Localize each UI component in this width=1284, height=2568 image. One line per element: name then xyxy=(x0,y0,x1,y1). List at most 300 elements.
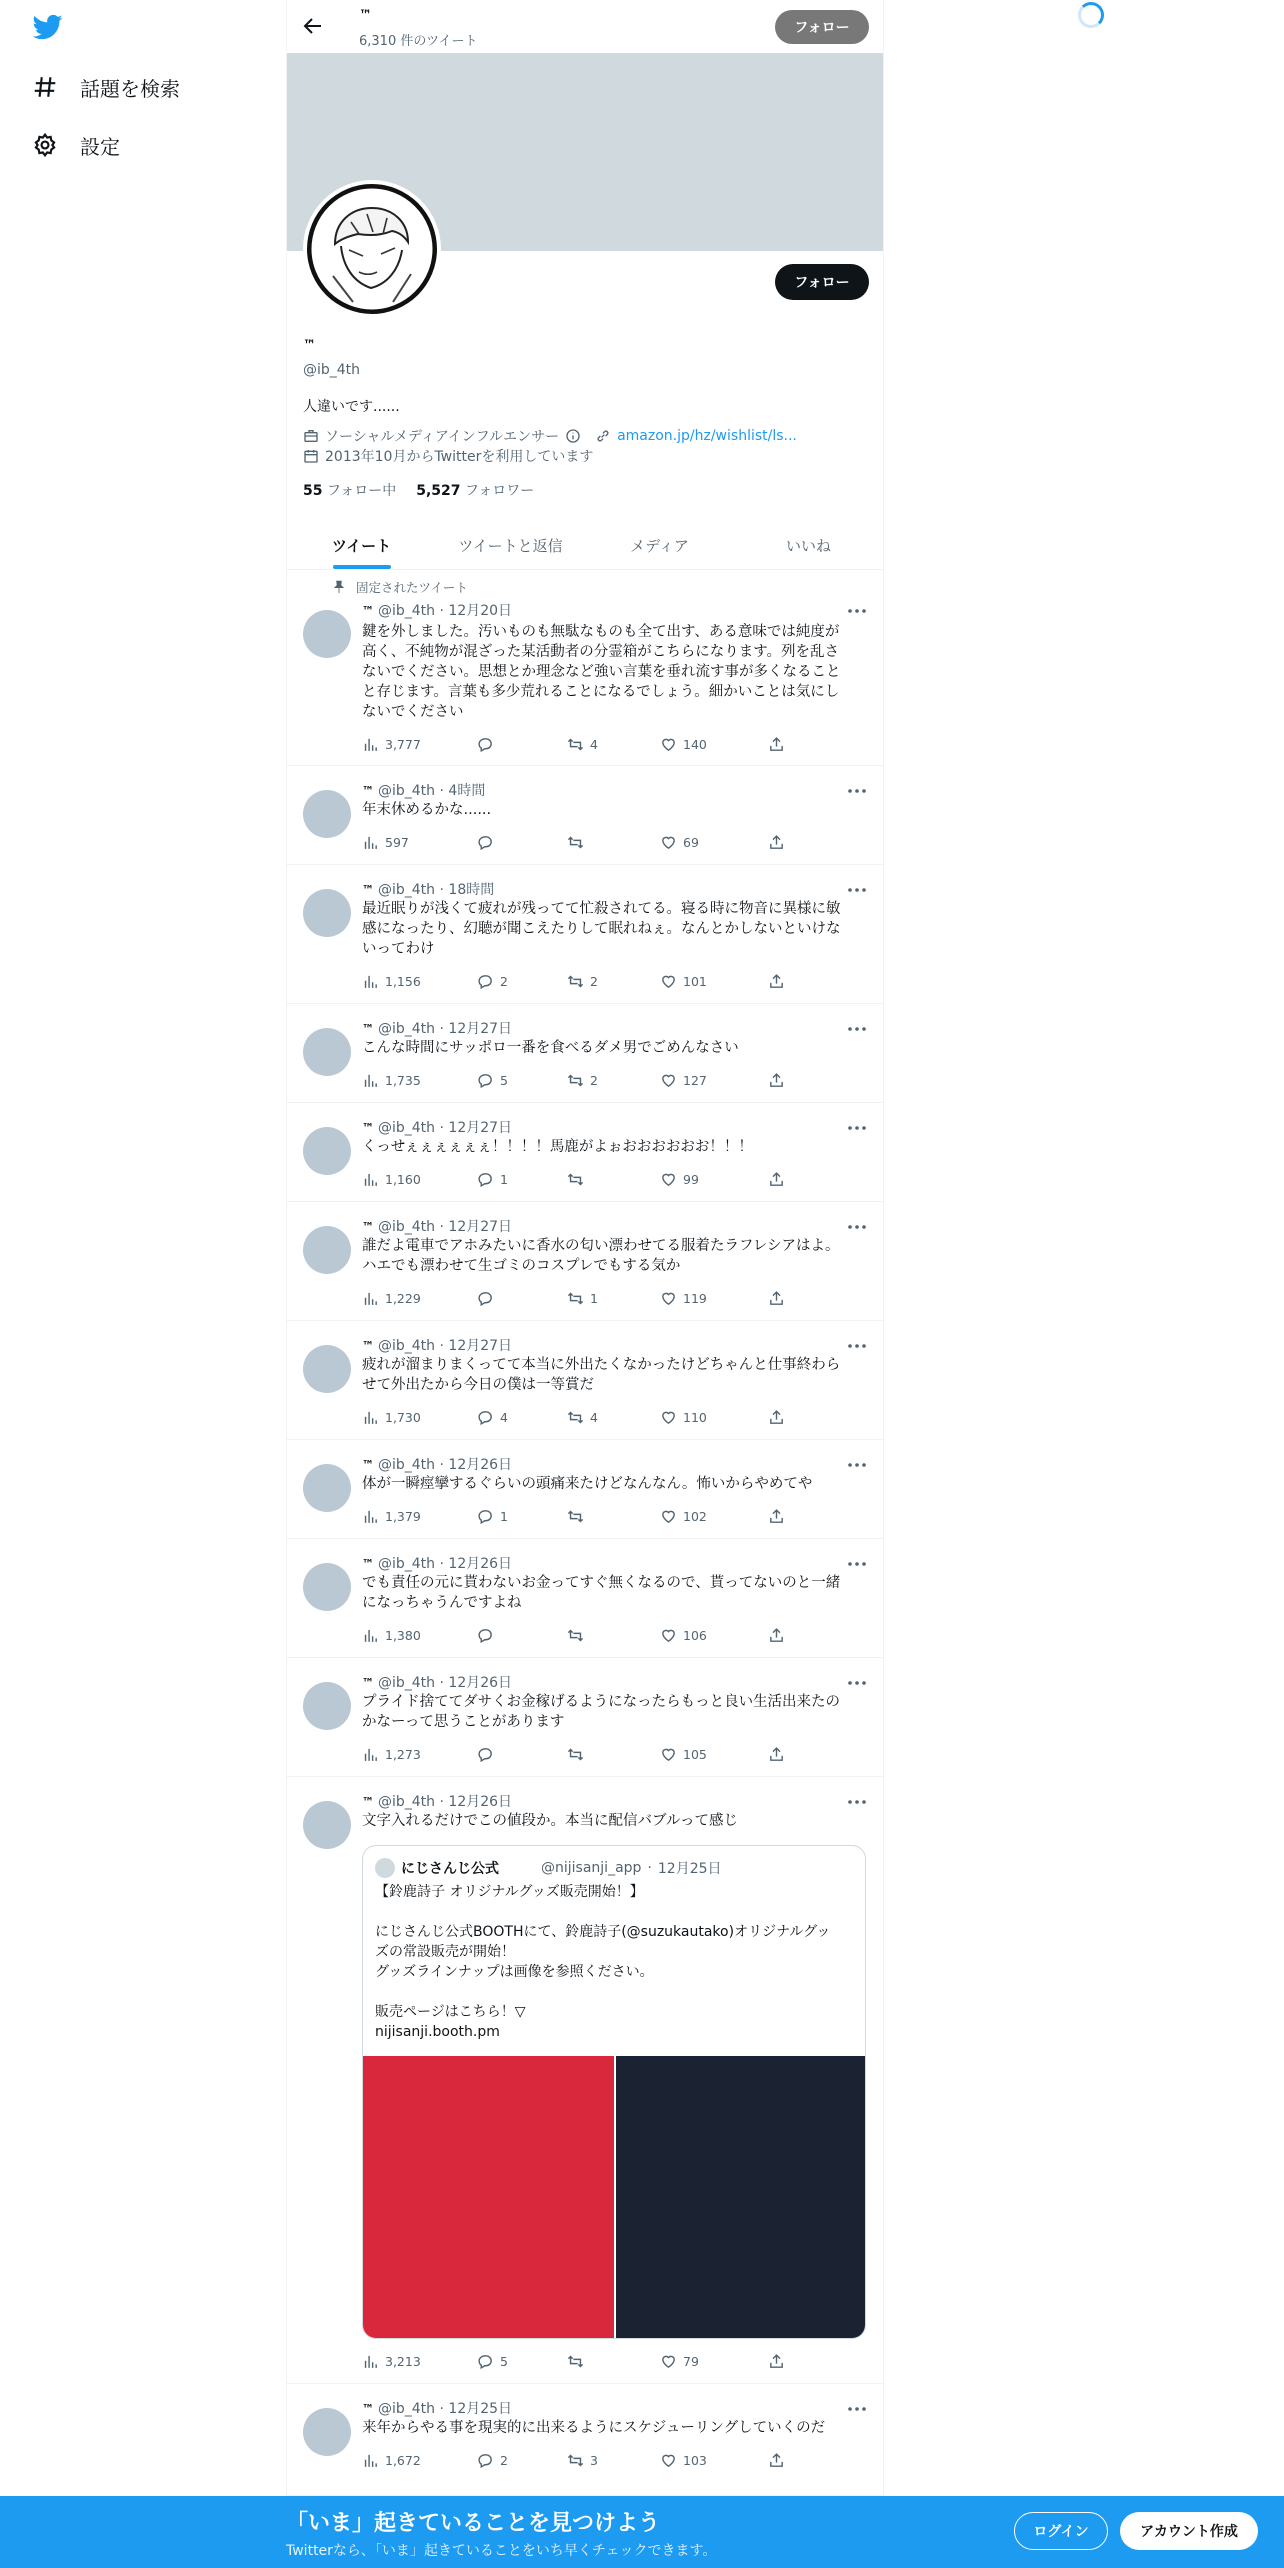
views-count: 1,273 xyxy=(385,1746,421,1762)
profile-header-bar xyxy=(287,0,883,52)
reply-icon xyxy=(477,1627,494,1644)
retweet-button[interactable] xyxy=(567,1506,590,1526)
tweet-time[interactable]: 12月25日 xyxy=(448,2401,513,2417)
like-count: 127 xyxy=(683,1072,707,1088)
nav-settings[interactable] xyxy=(32,125,120,165)
tweet-time[interactable]: 12月27日 xyxy=(448,1120,513,1136)
reply-icon xyxy=(477,1409,494,1426)
tweet-author-name[interactable]: ™ xyxy=(362,1458,374,1472)
like-button[interactable] xyxy=(660,2351,699,2371)
retweet-button[interactable] xyxy=(567,1288,598,1308)
reply-count: 1 xyxy=(500,1508,508,1524)
tab-likes[interactable]: いいね xyxy=(785,537,831,555)
like-count: 119 xyxy=(683,1290,707,1306)
tweet[interactable] xyxy=(287,1202,883,1321)
retweet-button[interactable] xyxy=(567,1407,598,1427)
tweet-author-name[interactable]: ™ xyxy=(362,1339,374,1353)
reply-icon xyxy=(477,1746,494,1763)
signup-prompt-title: 「いま」起きていることを見つけよう xyxy=(286,2511,661,2536)
tweet-header: ™ @ib_4th · 12月27日 xyxy=(362,1219,513,1235)
share-button[interactable] xyxy=(768,1070,785,1090)
like-count: 103 xyxy=(683,2452,707,2468)
heart-icon xyxy=(660,1290,677,1307)
views-count: 1,735 xyxy=(385,1072,421,1088)
share-button[interactable] xyxy=(768,1625,785,1645)
tweet-author-handle[interactable]: @ib_4th xyxy=(378,1120,436,1136)
tweet-author-handle[interactable]: @ib_4th xyxy=(378,1675,436,1691)
tweet-avatar[interactable] xyxy=(303,1563,351,1611)
tweet[interactable] xyxy=(287,1004,883,1103)
tweet-header: ™ @ib_4th · 12月27日 xyxy=(362,1338,513,1354)
tweet-text: 誰だよ電車でアホみたいに香水の匂い漂わせてる服着たラフレシアはよ。 ハエでも漂わせて生ゴミのコスプレでもする気か xyxy=(362,1238,840,1274)
twitter-logo-icon[interactable] xyxy=(32,12,64,42)
tweet-actions xyxy=(362,1744,792,1764)
tweet-author-name[interactable]: ™ xyxy=(362,1795,374,1809)
reply-count: 1 xyxy=(500,1171,508,1187)
more-options-icon[interactable] xyxy=(847,1460,867,1470)
more-options-icon[interactable] xyxy=(847,606,867,616)
views-icon xyxy=(362,1627,379,1644)
header-profile-name: ™ xyxy=(359,8,372,23)
like-button[interactable] xyxy=(660,1407,707,1427)
reply-button[interactable] xyxy=(477,2450,508,2470)
views-icon xyxy=(362,834,379,851)
retweet-icon xyxy=(567,2353,584,2370)
tweet-actions xyxy=(362,832,792,852)
like-button[interactable] xyxy=(660,1506,707,1526)
retweet-icon xyxy=(567,1409,584,1426)
views-button[interactable] xyxy=(362,1070,421,1090)
tweet-text: 最近眠りが浅くて疲れが残ってて忙殺されてる。寝る時に物音に異様に敏 感になったり、幻聴が聞こえたりして眠れねぇ。なんとかしないといけな いってわけ xyxy=(362,901,841,957)
tweet-time[interactable]: 12月26日 xyxy=(448,1675,513,1691)
profile-handle: @ib_4th xyxy=(303,362,361,378)
tweet[interactable] xyxy=(287,1658,883,1777)
profile-bio: 人違いです...... xyxy=(303,399,400,415)
tweet-author-handle[interactable]: @ib_4th xyxy=(378,1021,436,1037)
reply-count: 2 xyxy=(500,973,508,989)
calendar-icon xyxy=(303,448,319,464)
views-icon xyxy=(362,1072,379,1089)
like-count: 106 xyxy=(683,1627,707,1643)
views-icon xyxy=(362,2452,379,2469)
tweet-time[interactable]: 12月27日 xyxy=(448,1338,513,1354)
more-options-icon[interactable] xyxy=(847,1222,867,1232)
tweet-text: くっせぇぇぇぇぇぇ！！！！馬鹿がよぉおおおおおお！！！ xyxy=(362,1139,753,1155)
heart-icon xyxy=(660,1072,677,1089)
like-button[interactable] xyxy=(660,734,707,754)
heart-icon xyxy=(660,834,677,851)
tweet-author-handle[interactable]: @ib_4th xyxy=(378,783,436,799)
like-button[interactable] xyxy=(660,2450,707,2470)
views-count: 1,229 xyxy=(385,1290,421,1306)
share-icon xyxy=(768,1409,785,1426)
heart-icon xyxy=(660,973,677,990)
tweet[interactable] xyxy=(287,1103,883,1202)
tweet-actions xyxy=(362,1625,792,1645)
retweet-icon xyxy=(567,1746,584,1763)
tweet-time[interactable]: 12月27日 xyxy=(448,1021,513,1037)
tweet-header: ™ @ib_4th · 12月20日 xyxy=(362,603,513,619)
tweet-text: こんな時間にサッポロ一番を食べるダメ男でごめんなさい xyxy=(362,1040,739,1056)
tweet-header: ™ @ib_4th · 12月26日 xyxy=(362,1556,513,1572)
retweet-count: 1 xyxy=(590,1290,598,1306)
followers-label: フォロワー xyxy=(465,483,535,499)
tweet-author-name[interactable]: ™ xyxy=(362,1557,374,1571)
tweet-header: ™ @ib_4th · 12月25日 xyxy=(362,2401,513,2417)
more-options-icon[interactable] xyxy=(847,1123,867,1133)
views-icon xyxy=(362,1746,379,1763)
tweet-author-handle[interactable]: @ib_4th xyxy=(378,1457,436,1473)
reply-button[interactable] xyxy=(477,2351,508,2371)
share-icon xyxy=(768,973,785,990)
share-button[interactable] xyxy=(768,1407,785,1427)
quoted-image-left[interactable] xyxy=(363,2056,614,2338)
tweet-avatar[interactable] xyxy=(303,1226,351,1274)
like-count: 69 xyxy=(683,834,699,850)
reply-icon xyxy=(477,834,494,851)
retweet-button[interactable] xyxy=(567,1070,598,1090)
followers-stat[interactable] xyxy=(416,480,534,500)
tweet-author-name[interactable]: ™ xyxy=(362,604,374,618)
profile-avatar[interactable] xyxy=(303,180,441,318)
tweet-author-handle[interactable]: @ib_4th xyxy=(378,603,436,619)
share-button[interactable] xyxy=(768,1744,785,1764)
views-icon xyxy=(362,1409,379,1426)
gear-icon xyxy=(32,132,58,158)
tweet[interactable] xyxy=(287,572,883,766)
tweet-author-handle[interactable]: @ib_4th xyxy=(378,2401,436,2417)
more-options-icon[interactable] xyxy=(847,885,867,895)
reply-button[interactable] xyxy=(477,832,500,852)
share-icon xyxy=(768,2452,785,2469)
nav-explore[interactable] xyxy=(32,67,180,107)
tweet-text: 鍵を外しました。汚いものも無駄なものも全て出す、ある意味では純度が 高く、不純物が混ざった某活動者の分霊箱がこちらになります。列を乱さ ないでください。思想とか理念など強い言葉を垂れ流す事が多くなること と存じます。言葉も多少荒れることになるでしょう。細かいことは気にし ないでください xyxy=(362,624,841,720)
tweet-time[interactable]: 12月26日 xyxy=(448,1794,513,1810)
tweet-actions xyxy=(362,971,792,991)
tweet-header: ™ @ib_4th · 12月27日 xyxy=(362,1120,513,1136)
like-button[interactable] xyxy=(660,971,707,991)
following-stat[interactable] xyxy=(303,480,396,500)
retweet-icon xyxy=(567,1508,584,1525)
reply-button[interactable] xyxy=(477,971,508,991)
tweet-avatar[interactable] xyxy=(303,790,351,838)
tweet-avatar[interactable] xyxy=(303,1028,351,1076)
header-follow-button[interactable]: フォロー xyxy=(775,10,869,44)
share-button[interactable] xyxy=(768,1506,785,1526)
create-account-button[interactable]: アカウント作成 xyxy=(1120,2512,1258,2550)
tweet-header: ™ @ib_4th · 4時間 xyxy=(362,783,486,799)
tab-tweets[interactable]: ツイート xyxy=(287,522,436,569)
more-options-icon[interactable] xyxy=(847,1678,867,1688)
share-icon xyxy=(768,2353,785,2370)
reply-button[interactable] xyxy=(477,1070,508,1090)
tweet-actions xyxy=(362,734,792,754)
more-options-icon[interactable] xyxy=(847,1024,867,1034)
views-button[interactable] xyxy=(362,1744,421,1764)
reply-button[interactable] xyxy=(477,1169,508,1189)
heart-icon xyxy=(660,1171,677,1188)
info-icon[interactable] xyxy=(565,428,581,444)
tweet-text: 年末休めるかな...... xyxy=(362,802,492,818)
reply-button[interactable] xyxy=(477,734,500,754)
views-button[interactable] xyxy=(362,1625,421,1645)
retweet-icon xyxy=(567,834,584,851)
tweet-avatar[interactable] xyxy=(303,610,351,658)
profile-url-link[interactable]: amazon.jp/hz/wishlist/ls... xyxy=(617,428,797,444)
tweet-time[interactable]: 4時間 xyxy=(448,783,486,799)
views-button[interactable] xyxy=(362,1288,421,1308)
tweet-avatar[interactable] xyxy=(303,2408,351,2456)
more-options-icon[interactable] xyxy=(847,786,867,796)
views-count: 1,380 xyxy=(385,1627,421,1643)
tweet[interactable] xyxy=(287,1539,883,1658)
views-count: 3,777 xyxy=(385,736,421,752)
share-icon xyxy=(768,1627,785,1644)
retweet-icon xyxy=(567,2452,584,2469)
like-button[interactable] xyxy=(660,832,699,852)
tweet-actions xyxy=(362,1288,792,1308)
tweet-avatar[interactable] xyxy=(303,1682,351,1730)
views-button[interactable] xyxy=(362,971,421,991)
quoted-separator: · xyxy=(647,1860,652,1876)
reply-button[interactable] xyxy=(477,1288,500,1308)
share-icon xyxy=(768,736,785,753)
tweet-author-name[interactable]: ™ xyxy=(362,883,374,897)
heart-icon xyxy=(660,2452,677,2469)
tweet-text: 来年からやる事を現実的に出来るようにスケジューリングしていくのだ xyxy=(362,2420,826,2436)
retweet-button[interactable] xyxy=(567,1169,590,1189)
tweet[interactable] xyxy=(287,1777,883,2384)
tweet-actions xyxy=(362,2351,792,2371)
views-count: 1,160 xyxy=(385,1171,421,1187)
retweet-icon xyxy=(567,1290,584,1307)
tweet-time[interactable]: 12月20日 xyxy=(448,603,513,619)
reply-count: 4 xyxy=(500,1409,508,1425)
nav-settings-label: 設定 xyxy=(80,134,120,159)
views-button[interactable] xyxy=(362,734,421,754)
follow-button[interactable]: フォロー xyxy=(775,264,869,300)
quoted-avatar xyxy=(375,1858,395,1878)
views-button[interactable] xyxy=(362,1407,421,1427)
tweet-author-name[interactable]: ™ xyxy=(362,1220,374,1234)
tweet-author-handle[interactable]: @ib_4th xyxy=(378,1338,436,1354)
share-button[interactable] xyxy=(768,734,785,754)
share-button[interactable] xyxy=(768,971,785,991)
tweet-actions xyxy=(362,1407,792,1427)
retweet-count: 2 xyxy=(590,1072,598,1088)
followers-count: 5,527 xyxy=(416,483,461,499)
share-icon xyxy=(768,834,785,851)
more-options-icon[interactable] xyxy=(847,1341,867,1351)
views-button[interactable] xyxy=(362,2450,421,2470)
views-button[interactable] xyxy=(362,1506,421,1526)
quoted-handle: @nijisanji_app xyxy=(541,1860,642,1876)
tweet-time[interactable]: 12月26日 xyxy=(448,1556,513,1572)
retweet-button[interactable] xyxy=(567,832,590,852)
share-icon xyxy=(768,1072,785,1089)
like-count: 140 xyxy=(683,736,707,752)
views-button[interactable] xyxy=(362,2351,421,2371)
following-label: フォロー中 xyxy=(326,483,397,499)
tweet-time[interactable]: 12月27日 xyxy=(448,1219,513,1235)
retweet-count: 4 xyxy=(590,736,598,752)
like-count: 102 xyxy=(683,1508,707,1524)
tweet[interactable] xyxy=(287,2384,883,2496)
reply-button[interactable] xyxy=(477,1625,500,1645)
like-button[interactable] xyxy=(660,1169,699,1189)
heart-icon xyxy=(660,1627,677,1644)
reply-count: 2 xyxy=(500,2452,508,2468)
views-icon xyxy=(362,973,379,990)
reply-icon xyxy=(477,2452,494,2469)
retweet-icon xyxy=(567,736,584,753)
tweet-actions xyxy=(362,1169,792,1189)
tweet-author-name[interactable]: ™ xyxy=(362,1676,374,1690)
tweet-text: 文字入れるだけでこの値段か。本当に配信バブルって感じ xyxy=(362,1813,738,1829)
link-icon xyxy=(595,428,611,444)
tweet-avatar[interactable] xyxy=(303,889,351,937)
quoted-time: 12月25日 xyxy=(657,1861,722,1877)
tweet-author-name[interactable]: ™ xyxy=(362,2402,374,2416)
like-button[interactable] xyxy=(660,1070,707,1090)
views-button[interactable] xyxy=(362,1169,421,1189)
tweet[interactable] xyxy=(287,1321,883,1440)
tweet-author-name[interactable]: ™ xyxy=(362,1121,374,1135)
tweet-author-handle[interactable]: @ib_4th xyxy=(378,1556,436,1572)
retweet-button[interactable] xyxy=(567,1625,590,1645)
tweet-text: 疲れが溜まりまくってて本当に外出たくなかったけどちゃんと仕事終わら せて外出たから今日の僕は一等賞だ xyxy=(362,1357,841,1393)
retweet-button[interactable] xyxy=(567,734,598,754)
profile-joined-row xyxy=(303,446,593,466)
more-options-icon[interactable] xyxy=(847,1559,867,1569)
tweet-actions xyxy=(362,1070,792,1090)
reply-button[interactable] xyxy=(477,1407,508,1427)
reply-icon xyxy=(477,1072,494,1089)
signup-prompt-bar xyxy=(0,2496,1284,2568)
tweet[interactable] xyxy=(287,766,883,865)
tweet-author-handle[interactable]: @ib_4th xyxy=(378,882,436,898)
like-button[interactable] xyxy=(660,1288,707,1308)
like-count: 99 xyxy=(683,1171,699,1187)
share-button[interactable] xyxy=(768,1288,785,1308)
like-button[interactable] xyxy=(660,1744,707,1764)
profile-stats xyxy=(303,480,534,500)
profile-column xyxy=(286,0,884,2496)
views-icon xyxy=(362,1508,379,1525)
tweet-header: ™ @ib_4th · 12月26日 xyxy=(362,1675,513,1691)
pinned-label: 固定されたツイート xyxy=(356,580,468,595)
like-count: 105 xyxy=(683,1746,707,1762)
tweet-avatar[interactable] xyxy=(303,1464,351,1512)
views-button[interactable] xyxy=(362,832,409,852)
quoted-tweet-header xyxy=(375,1858,722,1878)
tweet-time[interactable]: 12月26日 xyxy=(448,1457,513,1473)
quoted-image-right[interactable] xyxy=(616,2056,866,2338)
share-button[interactable] xyxy=(768,2450,785,2470)
quoted-name: にじさんじ公式 xyxy=(401,1861,499,1877)
heart-icon xyxy=(660,1508,677,1525)
retweet-count: 3 xyxy=(590,2452,598,2468)
login-button[interactable]: ログイン xyxy=(1014,2512,1108,2550)
share-button[interactable] xyxy=(768,1169,785,1189)
reply-icon xyxy=(477,1508,494,1525)
tweet-text: プライド捨ててダサくお金稼げるようになったらもっと良い生活出来たの かなーって思うことがあります xyxy=(362,1694,841,1730)
briefcase-icon xyxy=(303,428,319,444)
tweet-avatar[interactable] xyxy=(303,1127,351,1175)
tweet-time[interactable]: 18時間 xyxy=(448,882,495,898)
tweet-author-handle[interactable]: @ib_4th xyxy=(378,1219,436,1235)
heart-icon xyxy=(660,1409,677,1426)
reply-icon xyxy=(477,1171,494,1188)
tab-tweets-and-replies[interactable]: ツイートと返信 xyxy=(458,537,563,555)
reply-icon xyxy=(477,1290,494,1307)
tweet-actions xyxy=(362,2450,792,2470)
reply-icon xyxy=(477,2353,494,2370)
views-icon xyxy=(362,1290,379,1307)
share-button[interactable] xyxy=(768,832,785,852)
views-count: 597 xyxy=(385,834,409,850)
share-button[interactable] xyxy=(768,2351,785,2371)
tweet-author-handle[interactable]: @ib_4th xyxy=(378,1794,436,1810)
loading-spinner-icon xyxy=(1078,2,1104,28)
tweet-author-name[interactable]: ™ xyxy=(362,784,374,798)
retweet-icon xyxy=(567,1171,584,1188)
share-icon xyxy=(768,1171,785,1188)
back-arrow-icon[interactable] xyxy=(301,14,325,38)
tweet-avatar[interactable] xyxy=(303,1801,351,1849)
views-count: 1,156 xyxy=(385,973,421,989)
views-icon xyxy=(362,1171,379,1188)
quoted-tweet[interactable] xyxy=(362,1845,866,2339)
more-options-icon[interactable] xyxy=(847,2404,867,2414)
reply-icon xyxy=(477,973,494,990)
like-button[interactable] xyxy=(660,1625,707,1645)
tweet-header: ™ @ib_4th · 12月26日 xyxy=(362,1457,513,1473)
reply-icon xyxy=(477,736,494,753)
hashtag-icon xyxy=(32,74,58,100)
reply-count: 5 xyxy=(500,1072,508,1088)
retweet-count: 4 xyxy=(590,1409,598,1425)
retweet-button[interactable] xyxy=(567,971,598,991)
more-options-icon[interactable] xyxy=(847,1797,867,1807)
views-count: 1,379 xyxy=(385,1508,421,1524)
retweet-icon xyxy=(567,973,584,990)
like-count: 110 xyxy=(683,1409,707,1425)
like-count: 79 xyxy=(683,2353,699,2369)
share-icon xyxy=(768,1290,785,1307)
tweet[interactable] xyxy=(287,865,883,1004)
tweet-text: 体が一瞬痙攣するぐらいの頭痛来たけどなんなん。怖いからやめてや xyxy=(362,1476,813,1492)
reply-button[interactable] xyxy=(477,1744,500,1764)
views-icon xyxy=(362,736,379,753)
retweet-button[interactable] xyxy=(567,2450,598,2470)
retweet-button[interactable] xyxy=(567,1744,590,1764)
tweet-author-name[interactable]: ™ xyxy=(362,1022,374,1036)
following-count: 55 xyxy=(303,483,323,499)
retweet-icon xyxy=(567,1627,584,1644)
heart-icon xyxy=(660,2353,677,2370)
tweet-header: ™ @ib_4th · 12月26日 xyxy=(362,1794,513,1810)
header-tweet-count: 6,310 件のツイート xyxy=(359,34,478,49)
retweet-count: 2 xyxy=(590,973,598,989)
heart-icon xyxy=(660,1746,677,1763)
tweet-avatar[interactable] xyxy=(303,1345,351,1393)
retweet-button[interactable] xyxy=(567,2351,590,2371)
tab-media[interactable]: メディア xyxy=(630,537,689,555)
profile-name: ™ xyxy=(303,338,316,353)
tweet[interactable] xyxy=(287,1440,883,1539)
reply-button[interactable] xyxy=(477,1506,508,1526)
